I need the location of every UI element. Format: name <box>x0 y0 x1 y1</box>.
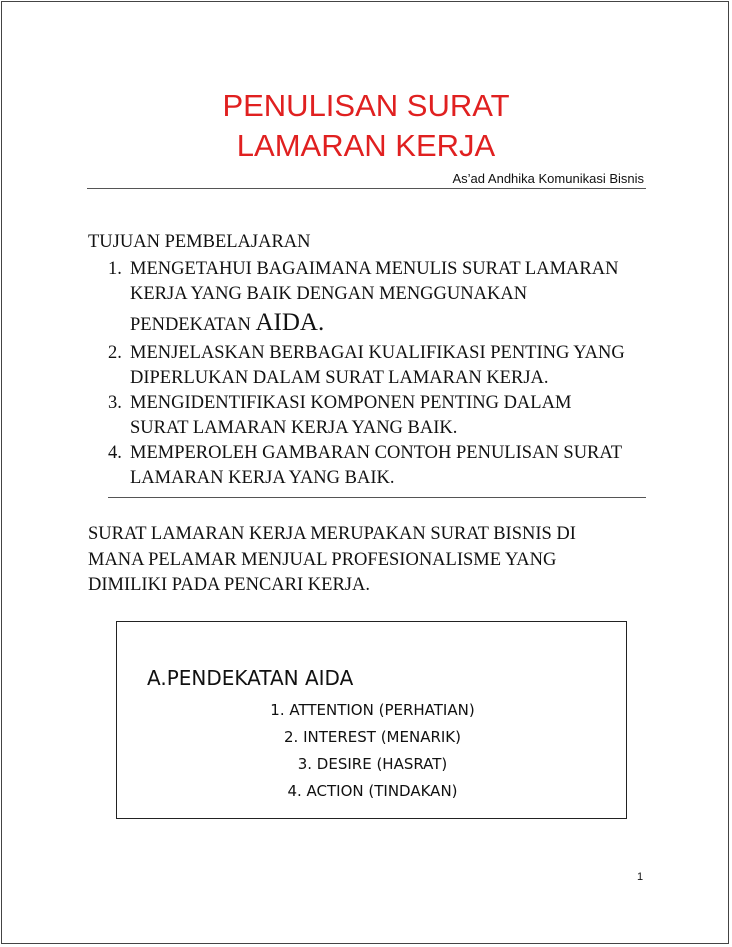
objective-text-line: MENGETAHUI BAGAIMANA MENULIS SURAT LAMARAN <box>130 259 619 279</box>
objective-number: 2. <box>108 343 122 363</box>
objective-item-1 <box>108 257 668 341</box>
objective-text-line <box>130 307 668 341</box>
objective-item-4 <box>108 441 668 491</box>
divider-top <box>87 188 646 189</box>
definition-paragraph <box>88 522 668 599</box>
objective-text-line: DIPERLUKAN DALAM SURAT LAMARAN KERJA. <box>130 368 549 388</box>
objective-text-line: LAMARAN KERJA YANG BAIK. <box>130 468 395 488</box>
objectives-list <box>108 257 668 491</box>
aida-heading: A.PENDEKATAN AIDA <box>147 666 354 690</box>
objective-number: 3. <box>108 393 122 413</box>
objective-text-line: MEMPEROLEH GAMBARAN CONTOH PENULISAN SURAT <box>130 443 623 463</box>
objective-number: 1. <box>108 259 122 279</box>
aida-prefix: PENDEKATAN <box>130 315 251 335</box>
aida-item-attention: 1. ATTENTION (PERHATIAN) <box>270 701 475 719</box>
title-line-1: PENULISAN SURAT <box>222 88 510 123</box>
aida-item-action: 4. ACTION (TINDAKAN) <box>287 782 458 800</box>
definition-line: SURAT LAMARAN KERJA MERUPAKAN SURAT BISNIS DI <box>88 524 576 544</box>
author-line: As’ad Andhika Komunikasi Bisnis <box>452 171 644 186</box>
aida-item-desire: 3. DESIRE (HASRAT) <box>297 755 448 773</box>
objective-text-line: MENGIDENTIFIKASI KOMPONEN PENTING DALAM <box>130 393 572 413</box>
objective-number: 4. <box>108 443 122 463</box>
objective-text-line: SURAT LAMARAN KERJA YANG BAIK. <box>130 418 458 438</box>
aida-box <box>116 621 627 819</box>
objective-item-3 <box>108 391 668 441</box>
title-line-2: LAMARAN KERJA <box>236 128 496 163</box>
divider-objectives <box>108 497 646 498</box>
definition-line: MANA PELAMAR MENJUAL PROFESIONALISME YANG <box>88 549 557 570</box>
objective-text-line: KERJA YANG BAIK DENGAN MENGGUNAKAN <box>130 284 528 304</box>
aida-emphasis: AIDA. <box>255 309 325 336</box>
objectives-heading: TUJUAN PEMBELAJARAN <box>88 232 311 252</box>
page-number: 1 <box>637 871 644 883</box>
objective-item-2 <box>108 341 668 391</box>
objective-text-line: MENJELASKAN BERBAGAI KUALIFIKASI PENTING YANG <box>130 343 625 363</box>
aida-item-interest: 2. INTEREST (MENARIK) <box>283 728 461 746</box>
definition-line: DIMILIKI PADA PENCARI KERJA. <box>88 575 370 595</box>
